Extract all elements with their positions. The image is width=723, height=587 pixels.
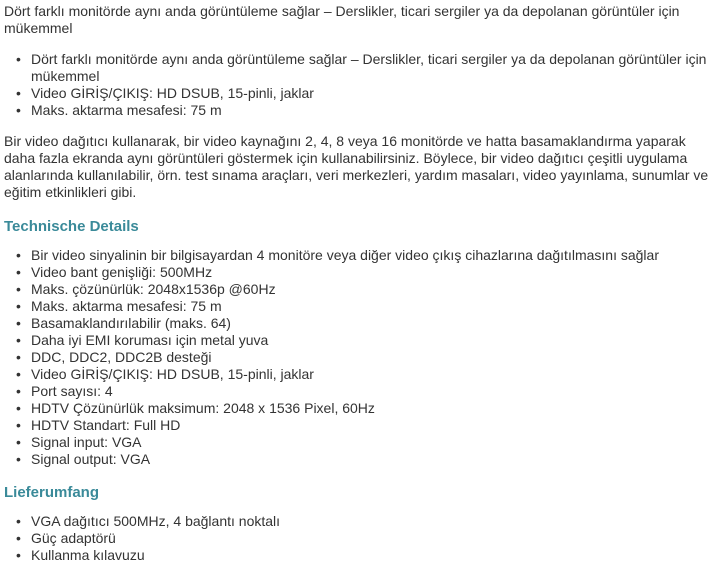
- feature-list: [4, 51, 711, 119]
- list-item: • Kullanma kılavuzu: [31, 547, 719, 564]
- technical-details-list: [4, 247, 719, 468]
- intro-text: Dört farklı monitörde aynı anda görüntüleme sağlar – Derslikler, ticari sergiler ya da depolanan görüntüler için mükemmel: [4, 3, 680, 36]
- list-item: • Signal input: VGA: [31, 434, 719, 451]
- list-item: • Basamaklandırılabilir (maks. 64): [31, 315, 719, 332]
- list-item: • Video GİRİŞ/ÇIKIŞ: HD DSUB, 15-pinli, jaklar: [31, 85, 711, 102]
- technical-details-heading: Technische Details: [4, 218, 139, 235]
- list-item: • VGA dağıtıcı 500MHz, 4 bağlantı noktalı: [31, 513, 719, 530]
- list-item: • Maks. aktarma mesafesi: 75 m: [31, 298, 719, 315]
- list-item: • Maks. aktarma mesafesi: 75 m: [31, 102, 711, 119]
- list-item: • DDC, DDC2, DDC2B desteği: [31, 349, 719, 366]
- list-item: • HDTV Çözünürlük maksimum: 2048 x 1536 Pixel, 60Hz: [31, 400, 719, 417]
- list-item: • Güç adaptörü: [31, 530, 719, 547]
- list-item: • Port sayısı: 4: [31, 383, 719, 400]
- list-item: • Maks. çözünürlük: 2048x1536p @60Hz: [31, 281, 719, 298]
- product-description: [0, 3, 723, 587]
- list-item: • Signal output: VGA: [31, 451, 719, 468]
- list-item: • Dört farklı monitörde aynı anda görüntüleme sağlar – Derslikler, ticari sergiler ya da depolanan görüntüler için mükemmel: [31, 51, 711, 85]
- scope-of-delivery-heading: Lieferumfang: [4, 484, 100, 501]
- scope-of-delivery-list: [4, 513, 719, 564]
- list-item: • Video GİRİŞ/ÇIKIŞ: HD DSUB, 15-pinli, jaklar: [31, 366, 719, 383]
- list-item: • Bir video sinyalinin bir bilgisayardan 4 monitöre veya diğer video çıkış cihazlarına dağıtılmasını sağlar: [31, 247, 719, 264]
- list-item: • Daha iyi EMI koruması için metal yuva: [31, 332, 719, 349]
- list-item: • Video bant genişliği: 500MHz: [31, 264, 719, 281]
- list-item: • HDTV Standart: Full HD: [31, 417, 719, 434]
- description-paragraph: Bir video dağıtıcı kullanarak, bir video kaynağını 2, 4, 8 veya 16 monitörde ve hatta basamaklandırma yaparak daha fazla ekranda aynı görüntüleri göstermek için kullanabilirsiniz. Böylece, bir video dağıtıcı çeşitli uygulama alanlarında kullanılabilir, örn. test sınama araçları, veri merkezleri, yardım masaları, video yayınlama, sunumlar ve eğitim etkinlikleri gibi.: [4, 133, 709, 200]
